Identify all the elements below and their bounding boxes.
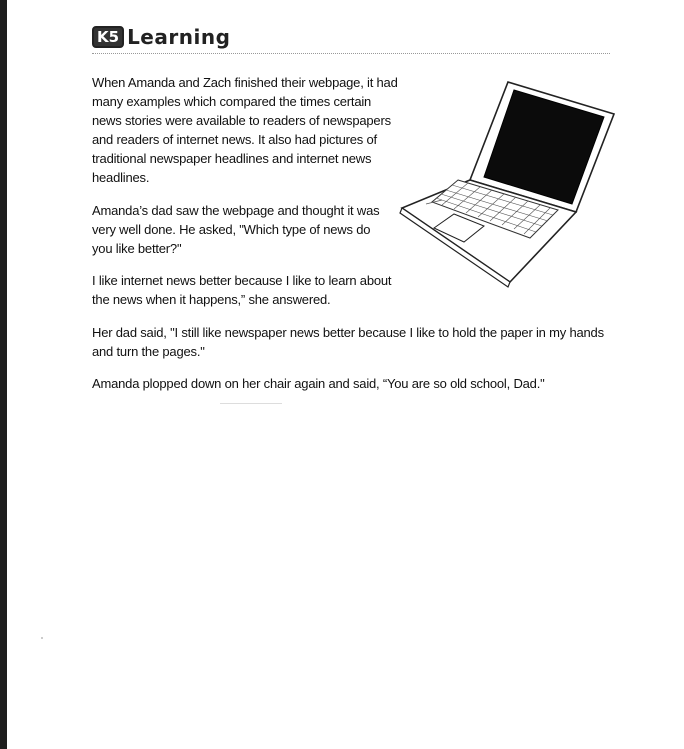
- k5-learning-logo: [92, 22, 230, 52]
- header-divider: [92, 53, 610, 54]
- story-paragraph-3: I like internet news better because I like to learn about the news when it happens,” she answered.: [92, 273, 392, 307]
- scan-speck: [41, 637, 43, 639]
- logo-wordmark: Learning: [127, 25, 231, 49]
- story-paragraph-5: Amanda plopped down on her chair again and said, “You are so old school, Dad.": [92, 376, 545, 391]
- scan-edge: [0, 0, 7, 749]
- logo-badge: K5: [92, 26, 124, 48]
- story-paragraph-1: When Amanda and Zach finished their webpage, it had many examples which compared the times certain news stories were available to readers of newspapers and readers of internet news. It also had pictures of traditional newspaper headlines and internet news headlines.: [92, 75, 398, 185]
- laptop-icon: [398, 76, 618, 288]
- scan-speck: [220, 403, 282, 404]
- story-paragraph-4: Her dad said, "I still like newspaper news better because I like to hold the paper in my hands and turn the pages.": [92, 325, 604, 359]
- story-paragraph-2: Amanda’s dad saw the webpage and thought it was very well done. He asked, "Which type of news do you like better?": [92, 203, 380, 256]
